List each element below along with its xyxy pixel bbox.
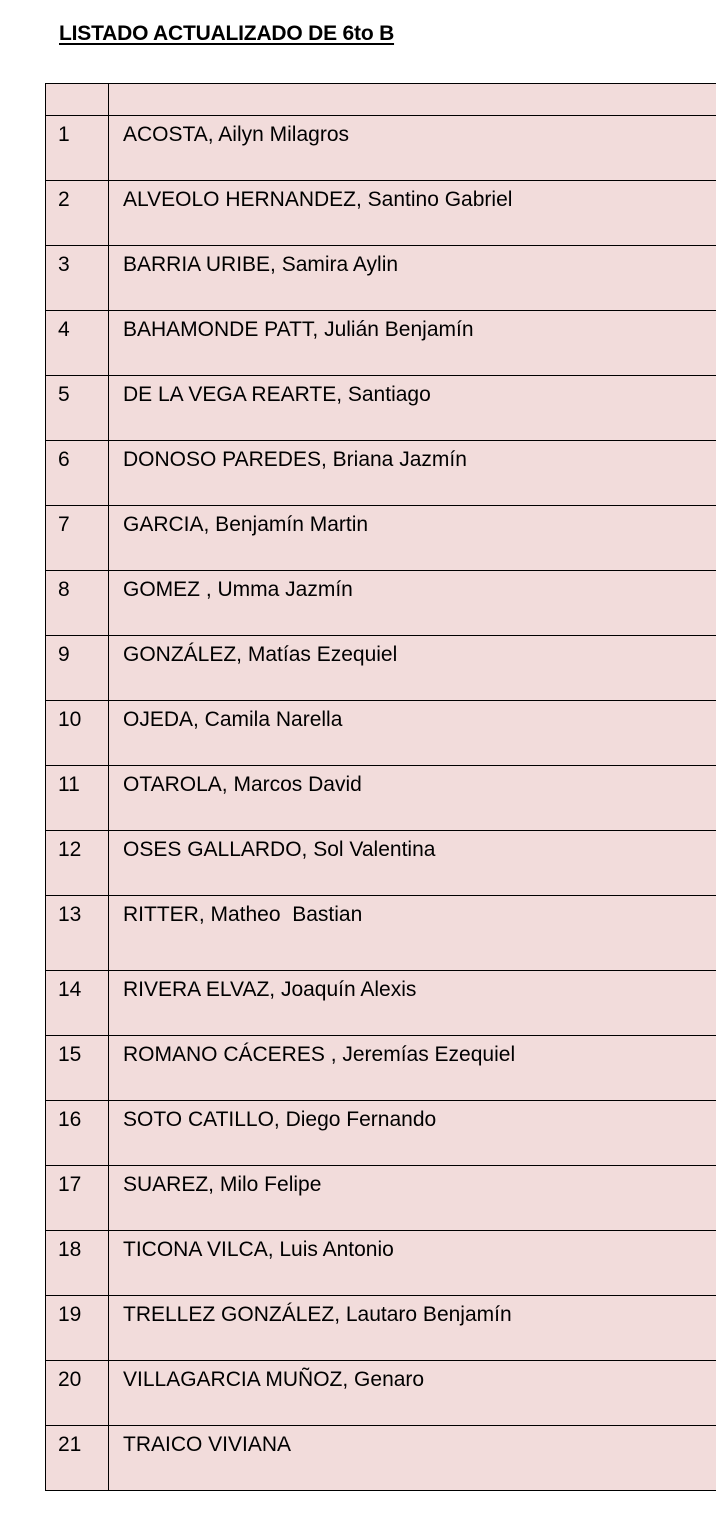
- table-row: [46, 116, 716, 181]
- table-row: [46, 766, 716, 831]
- row-number: 21: [46, 1426, 109, 1491]
- row-number: 14: [46, 971, 109, 1036]
- student-name: DONOSO PAREDES, Briana Jazmín: [109, 441, 716, 506]
- row-number: 4: [46, 311, 109, 376]
- row-number: 11: [46, 766, 109, 831]
- student-name: GARCIA, Benjamín Martin: [109, 506, 716, 571]
- student-name: TRELLEZ GONZÁLEZ, Lautaro Benjamín: [109, 1296, 716, 1361]
- student-name: SUAREZ, Milo Felipe: [109, 1166, 716, 1231]
- table-row: [46, 1166, 716, 1231]
- table-row: [46, 1361, 716, 1426]
- row-number: 18: [46, 1231, 109, 1296]
- table-row: [46, 896, 716, 971]
- table-row: [46, 1036, 716, 1101]
- row-number: 8: [46, 571, 109, 636]
- student-name: OJEDA, Camila Narella: [109, 701, 716, 766]
- row-number: 2: [46, 181, 109, 246]
- table-row: [46, 1296, 716, 1361]
- student-name: BAHAMONDE PATT, Julián Benjamín: [109, 311, 716, 376]
- row-number: 6: [46, 441, 109, 506]
- row-number: 16: [46, 1101, 109, 1166]
- student-name: ALVEOLO HERNANDEZ, Santino Gabriel: [109, 181, 716, 246]
- student-name: ROMANO CÁCERES , Jeremías Ezequiel: [109, 1036, 716, 1101]
- table-row: [46, 376, 716, 441]
- table-row: [46, 181, 716, 246]
- student-list-table: [45, 83, 716, 1491]
- row-number: 12: [46, 831, 109, 896]
- row-number: 5: [46, 376, 109, 441]
- table-row: [46, 571, 716, 636]
- table-row: [46, 1101, 716, 1166]
- student-name: RITTER, Matheo Bastian: [109, 896, 716, 971]
- table-row: [46, 1231, 716, 1296]
- table-row: [46, 311, 716, 376]
- student-name: TRAICO VIVIANA: [109, 1426, 716, 1491]
- table-row: [46, 831, 716, 896]
- table-row: [46, 636, 716, 701]
- row-number: 1: [46, 116, 109, 181]
- table-row: [46, 506, 716, 571]
- row-number: 10: [46, 701, 109, 766]
- table-row: [46, 971, 716, 1036]
- row-number: 9: [46, 636, 109, 701]
- row-number: 19: [46, 1296, 109, 1361]
- student-name: RIVERA ELVAZ, Joaquín Alexis: [109, 971, 716, 1036]
- student-name: GONZÁLEZ, Matías Ezequiel: [109, 636, 716, 701]
- table-row: [46, 701, 716, 766]
- table-row: [46, 246, 716, 311]
- row-number: 13: [46, 896, 109, 971]
- header-number-cell: [46, 84, 109, 116]
- row-number: 7: [46, 506, 109, 571]
- student-name: OSES GALLARDO, Sol Valentina: [109, 831, 716, 896]
- document-title: LISTADO ACTUALIZADO DE 6to B: [59, 22, 395, 45]
- student-name: BARRIA URIBE, Samira Aylin: [109, 246, 716, 311]
- student-name: OTAROLA, Marcos David: [109, 766, 716, 831]
- row-number: 20: [46, 1361, 109, 1426]
- student-name: VILLAGARCIA MUÑOZ, Genaro: [109, 1361, 716, 1426]
- row-number: 17: [46, 1166, 109, 1231]
- student-name: TICONA VILCA, Luis Antonio: [109, 1231, 716, 1296]
- table-row: [46, 441, 716, 506]
- row-number: 15: [46, 1036, 109, 1101]
- table-header-row: [46, 84, 716, 116]
- student-name: DE LA VEGA REARTE, Santiago: [109, 376, 716, 441]
- table-row: [46, 1426, 716, 1491]
- header-name-cell: [109, 84, 716, 116]
- student-name: ACOSTA, Ailyn Milagros: [109, 116, 716, 181]
- row-number: 3: [46, 246, 109, 311]
- student-name: GOMEZ , Umma Jazmín: [109, 571, 716, 636]
- student-name: SOTO CATILLO, Diego Fernando: [109, 1101, 716, 1166]
